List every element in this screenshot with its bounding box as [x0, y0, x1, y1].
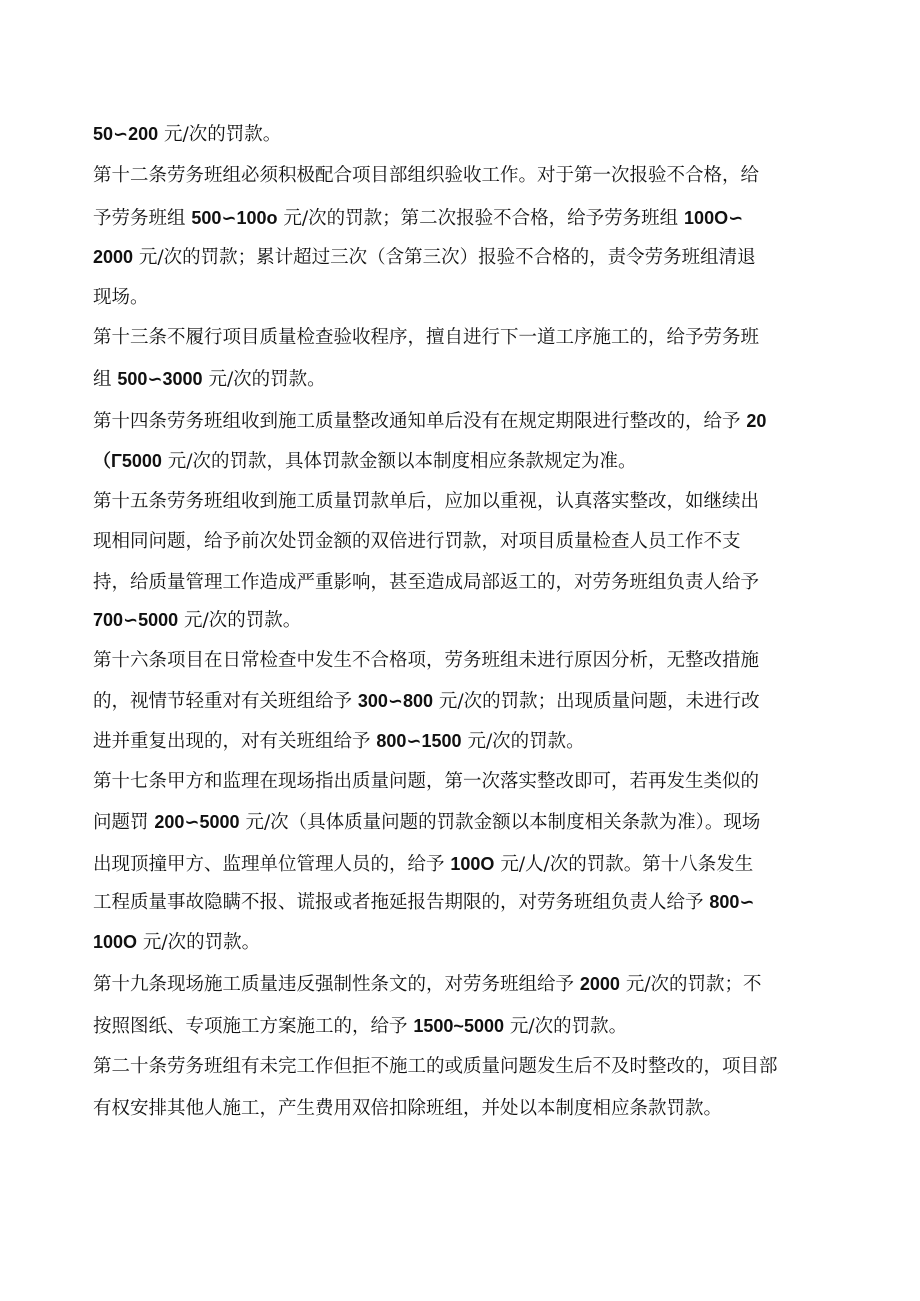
- body-text: 第十二条劳务班组必须积极配合项目部组织验收工作。对于第一次报验不合格，给: [93, 165, 760, 186]
- text-line: [93, 203, 853, 233]
- body-text: 元/次的罚款；不: [619, 974, 762, 995]
- body-text: 问题罚: [93, 812, 155, 833]
- amount-text: （Γ5000: [93, 451, 162, 471]
- body-text: 第二十条劳务班组有未完工作但拒不施工的或质量问题发生后不及时整改的，项目部: [93, 1056, 778, 1077]
- text-line: [93, 849, 853, 879]
- amount-text: 500∽100o: [191, 208, 278, 228]
- amount-text: 1500~5000: [413, 1016, 504, 1036]
- text-line: [93, 242, 853, 272]
- body-text: 元/次的罚款。: [504, 1016, 628, 1037]
- body-text: 现相同问题，给予前次处罚金额的双倍进行罚款，对项目质量检查人员工作不支: [93, 531, 741, 552]
- body-text: 的，视情节轻重对有关班组给予: [93, 691, 358, 712]
- body-text: 元/次的罚款。: [158, 124, 282, 145]
- body-text: 现场。: [93, 287, 149, 308]
- body-text: 元/次的罚款；累计超过三次（含第三次）报验不合格的，责令劳务班组清退: [133, 247, 756, 268]
- body-text: 元/次的罚款，具体罚款金额以本制度相应条款规定为准。: [161, 451, 637, 472]
- body-text: 有权安排其他人施工，产生费用双倍扣除班组，并处以本制度相应条款罚款。: [93, 1098, 723, 1119]
- text-line: [93, 807, 853, 837]
- text-line: [93, 686, 853, 716]
- amount-text: 500∽3000: [117, 369, 203, 389]
- body-text: 元/次的罚款。: [202, 369, 326, 390]
- body-text: 第十七条甲方和监理在现场指出质量问题，第一次落实整改即可，若再发生类似的: [93, 771, 760, 792]
- text-line: [93, 726, 853, 756]
- text-line: [93, 1094, 853, 1124]
- text-line: [93, 1052, 853, 1082]
- body-text: 按照图纸、专项施工方案施工的，给予: [93, 1016, 414, 1037]
- body-text: 元/次的罚款。: [461, 731, 585, 752]
- text-line: [93, 119, 853, 149]
- amount-text: 700∽5000: [93, 610, 179, 630]
- text-line: [93, 1011, 853, 1041]
- text-line: [93, 646, 853, 676]
- amount-text: 300∽800: [357, 691, 434, 711]
- text-line: [93, 283, 853, 313]
- text-line: [93, 446, 853, 476]
- amount-text: 100O: [450, 854, 495, 874]
- text-line: [93, 323, 853, 353]
- body-text: 第十三条不履行项目质量检查验收程序，擅自进行下一道工序施工的，给予劳务班: [93, 327, 760, 348]
- text-line: [93, 527, 853, 557]
- amount-text: 50∽200: [93, 124, 159, 144]
- amount-text: 800∽: [709, 892, 755, 912]
- amount-text: 200∽5000: [154, 812, 240, 832]
- text-line: [93, 161, 853, 191]
- text-line: [93, 605, 853, 635]
- body-text: 元/次（具体质量问题的罚款金额以本制度相关条款为准）。现场: [239, 812, 761, 833]
- body-text: 予劳务班组: [93, 208, 192, 229]
- body-text: 元/次的罚款。: [137, 932, 261, 953]
- amount-text: 20: [746, 411, 767, 431]
- body-text: 持，给质量管理工作造成严重影响，甚至造成局部返工的，对劳务班组负责人给予: [93, 572, 760, 593]
- body-text: 元/次的罚款；第二次报验不合格，给予劳务班组: [277, 208, 685, 229]
- body-text: 第十五条劳务班组收到施工质量罚款单后，应加以重视，认真落实整改，如继续出: [93, 491, 760, 512]
- text-line: [93, 927, 853, 957]
- body-text: 元/人/次的罚款。第十八条发生: [494, 854, 754, 875]
- text-line: [93, 969, 853, 999]
- amount-text: 100O∽: [684, 208, 744, 228]
- body-text: 进并重复出现的，对有关班组给予: [93, 731, 377, 752]
- body-text: 工程质量事故隐瞒不报、谎报或者拖延报告期限的，对劳务班组负责人给予: [93, 892, 710, 913]
- amount-text: 2000: [579, 974, 620, 994]
- text-line: [93, 767, 853, 797]
- amount-text: 2000: [93, 247, 134, 267]
- amount-text: 800∽1500: [376, 731, 462, 751]
- body-text: 元/次的罚款。: [178, 610, 302, 631]
- text-line: [93, 568, 853, 598]
- body-text: 第十九条现场施工质量违反强制性条文的，对劳务班组给予: [93, 974, 580, 995]
- body-text: 组: [93, 369, 118, 390]
- amount-text: 100O: [93, 932, 138, 952]
- body-text: 第十四条劳务班组收到施工质量整改通知单后没有在规定期限进行整改的，给予: [93, 411, 747, 432]
- text-line: [93, 487, 853, 517]
- text-line: [93, 887, 853, 917]
- text-line: [93, 406, 853, 436]
- body-text: 出现顶撞甲方、监理单位管理人员的，给予: [93, 854, 451, 875]
- body-text: 第十六条项目在日常检查中发生不合格项，劳务班组未进行原因分析，无整改措施: [93, 650, 760, 671]
- body-text: 元/次的罚款；出现质量问题，未进行改: [433, 691, 760, 712]
- text-line: [93, 364, 853, 394]
